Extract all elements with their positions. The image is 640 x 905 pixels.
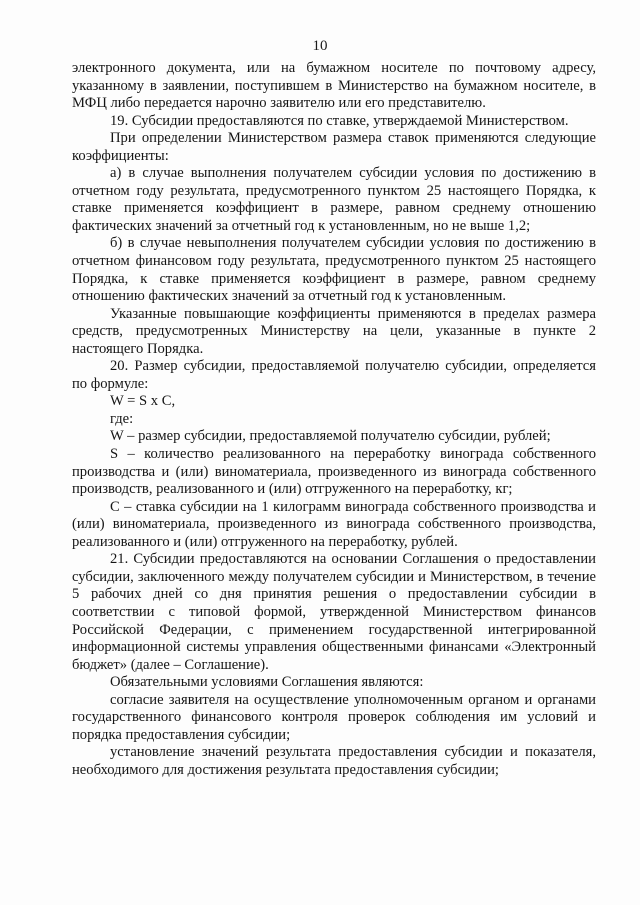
formula: W = S x C, [110,393,176,410]
page-number: 10 [312,38,328,54]
formula-def-s: S – количество реализованного на переработку винограда собственного производства и (или) виноматериала, произведенного из винограда собственного производств, реализованного и (или) отгруженного на переработку, кг; [72,446,596,498]
paragraph-condition-consent: согласие заявителя на осуществление уполномоченным органом и органами государственного финансового контроля проверок соблюдения им условий и порядка предоставления субсидии; [72,691,596,743]
paragraph-item-b: б) в случае невыполнения получателем субсидии условия по достижению в отчетном финансовом году результата, предусмотренного пунктом 25 настоящего Порядка, к ставке применяется коэффициент в размере, равном среднему отношению фактических значений за отчетный год к установленным. [72,235,596,305]
paragraph-item-a: а) в случае выполнения получателем субсидии условия по достижению в отчетном году результата, предусмотренного пунктом 25 настоящего Порядка, к ставке применяется коэффициент в размере, равном среднему отношению фактических значений за отчетный год к установленным, но не выше 1,2; [72,165,596,234]
formula-where: где: [110,410,134,427]
paragraph-coefficients-intro: При определении Министерством размера ставок применяются следующие коэффициенты: [72,130,596,164]
paragraph-21: 21. Субсидии предоставляются на основании Соглашения о предоставлении субсидии, заключенного между получателем субсидии и Министерством, в течение 5 рабочих дней со дня принятия решения о предоставлении субсидии в соответствии с типовой формой, утвержденной Министерством финансов Российской Федерации, с применением государственной интегрированной информационной системы управления общественными финансами «Электронный бюджет» (далее – Соглашение). [72,551,596,673]
paragraph-conditions-intro: Обязательными условиями Соглашения являются: [110,674,424,691]
paragraph-19: 19. Субсидии предоставляются по ставке, утверждаемой Министерством. [110,112,569,129]
formula-def-w: W – размер субсидии, предоставляемой получателю субсидии, рублей; [110,428,551,445]
document-body [72,60,596,779]
formula-def-c: C – ставка субсидии на 1 килограмм винограда собственного производства и (или) виноматериала, произведенного из винограда собственного производства, реализованного и (или) отгруженного на переработку, рублей. [72,498,596,550]
paragraph-continuation: электронного документа, или на бумажном носителе по почтовому адресу, указанному в заявлении, поступившем в Министерство на бумажном носителе, в МФЦ либо передается нарочно заявителю или его представителю. [72,60,596,112]
paragraph-condition-results: установление значений результата предоставления субсидии и показателя, необходимого для достижения результата предоставления субсидии; [72,744,596,778]
paragraph-coefficients-limit: Указанные повышающие коэффициенты применяются в пределах размера средств, предусмотренных Министерству на цели, указанные в пункте 2 настоящего Порядка. [72,305,596,357]
paragraph-20: 20. Размер субсидии, предоставляемой получателю субсидии, определяется по формуле: [72,358,596,392]
